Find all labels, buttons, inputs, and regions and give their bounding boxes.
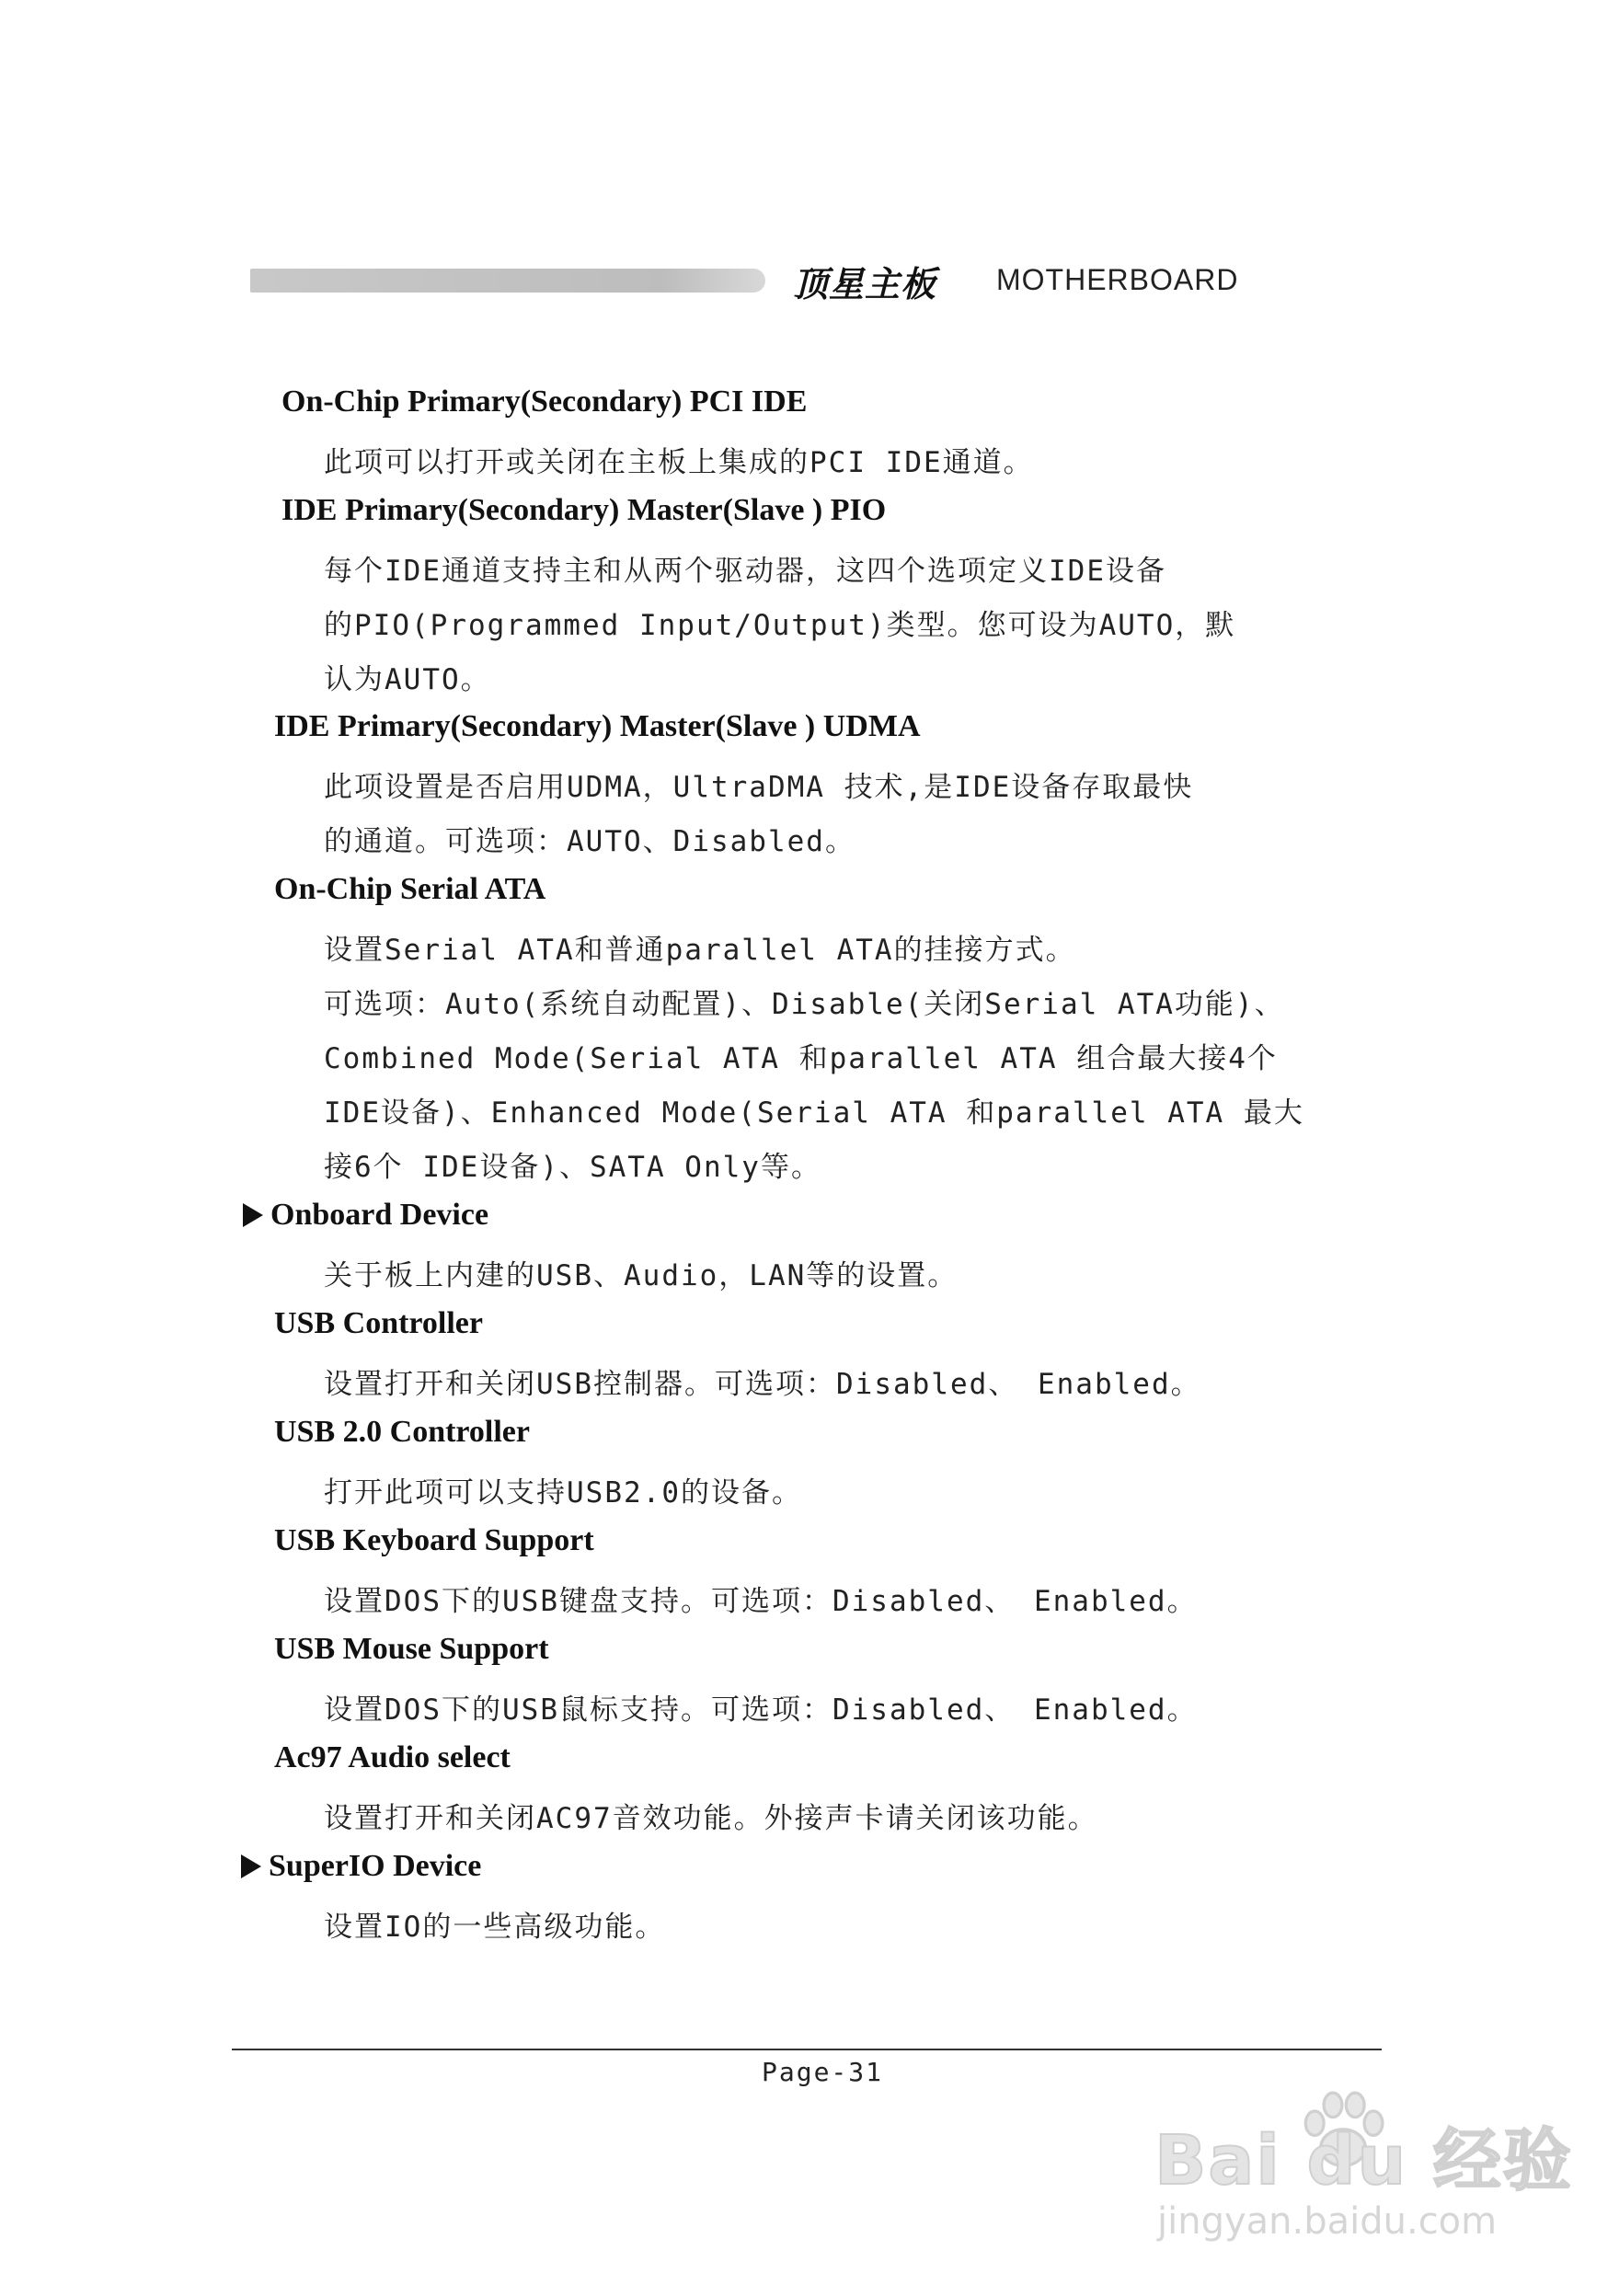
heading-usb2-controller: USB 2.0 Controller <box>274 1415 530 1449</box>
paragraph-line: 此项可以打开或关闭在主板上集成的PCI IDE通道。 <box>324 446 1034 479</box>
paragraph-line: 此项设置是否启用UDMA，UltraDMA 技术,是IDE设备存取最快 <box>324 771 1194 804</box>
heading-superio-device <box>241 1849 481 1884</box>
page-number: Page-31 <box>762 2057 884 2087</box>
watermark-url: jingyan.baidu.com <box>1157 2200 1498 2243</box>
paragraph-line: 设置打开和关闭USB控制器。可选项：Disabled、 Enabled。 <box>324 1368 1201 1401</box>
header-decor-bar <box>250 269 765 293</box>
paragraph-line: Combined Mode(Serial ATA 和parallel ATA 组合最大接4个 <box>324 1042 1278 1075</box>
heading-ide-udma: IDE Primary(Secondary) Master(Slave ) UDMA <box>274 709 921 743</box>
heading-text: SuperIO Device <box>269 1849 482 1883</box>
watermark-logo: Bai du 经验 <box>1154 2121 1573 2200</box>
heading-usb-keyboard: USB Keyboard Support <box>274 1523 594 1557</box>
heading-ide-pio: IDE Primary(Secondary) Master(Slave ) PIO <box>281 493 887 527</box>
heading-ac97-audio: Ac97 Audio select <box>274 1740 511 1774</box>
paragraph-line: 设置DOS下的USB键盘支持。可选项：Disabled、 Enabled。 <box>324 1585 1198 1618</box>
heading-usb-controller: USB Controller <box>274 1306 483 1340</box>
brand-name-en: MOTHERBOARD <box>996 263 1239 296</box>
paragraph-line: 的PIO(Programmed Input/Output)类型。您可设为AUTO，默 <box>324 609 1236 642</box>
paragraph-line: 设置打开和关闭AC97音效功能。外接声卡请关闭该功能。 <box>324 1802 1098 1835</box>
paragraph-line: IDE设备)、Enhanced Mode(Serial ATA 和parallel ATA 最大 <box>324 1096 1304 1130</box>
paragraph-line: 可选项：Auto(系统自动配置)、Disable(关闭Serial ATA功能)、 <box>324 988 1285 1021</box>
footer-divider <box>232 2049 1382 2050</box>
heading-usb-mouse: USB Mouse Support <box>274 1632 549 1666</box>
heading-onboard-device <box>243 1198 488 1233</box>
paragraph-line: 设置DOS下的USB鼠标支持。可选项：Disabled、 Enabled。 <box>324 1693 1198 1727</box>
paragraph-line: 设置Serial ATA和普通parallel ATA的挂接方式。 <box>324 934 1076 967</box>
triangle-bullet-icon <box>241 1854 261 1878</box>
paragraph-line: 每个IDE通道支持主和从两个驱动器，这四个选项定义IDE设备 <box>324 555 1166 588</box>
paragraph-line: 的通道。可选项：AUTO、Disabled。 <box>324 825 855 858</box>
triangle-bullet-icon <box>243 1203 263 1227</box>
paragraph-line: 认为AUTO。 <box>324 663 491 696</box>
paragraph-line: 打开此项可以支持USB2.0的设备。 <box>324 1476 802 1510</box>
heading-text: Onboard Device <box>270 1198 489 1232</box>
paragraph-line: 设置IO的一些高级功能。 <box>324 1911 666 1944</box>
paragraph-line: 接6个 IDE设备)、SATA Only等。 <box>324 1151 821 1184</box>
brand-name-cn: 顶星主板 <box>793 264 937 304</box>
paragraph-line: 关于板上内建的USB、Audio，LAN等的设置。 <box>324 1259 959 1292</box>
heading-onchip-sata: On-Chip Serial ATA <box>274 872 546 906</box>
heading-onchip-pci-ide: On-Chip Primary(Secondary) PCI IDE <box>281 385 808 419</box>
